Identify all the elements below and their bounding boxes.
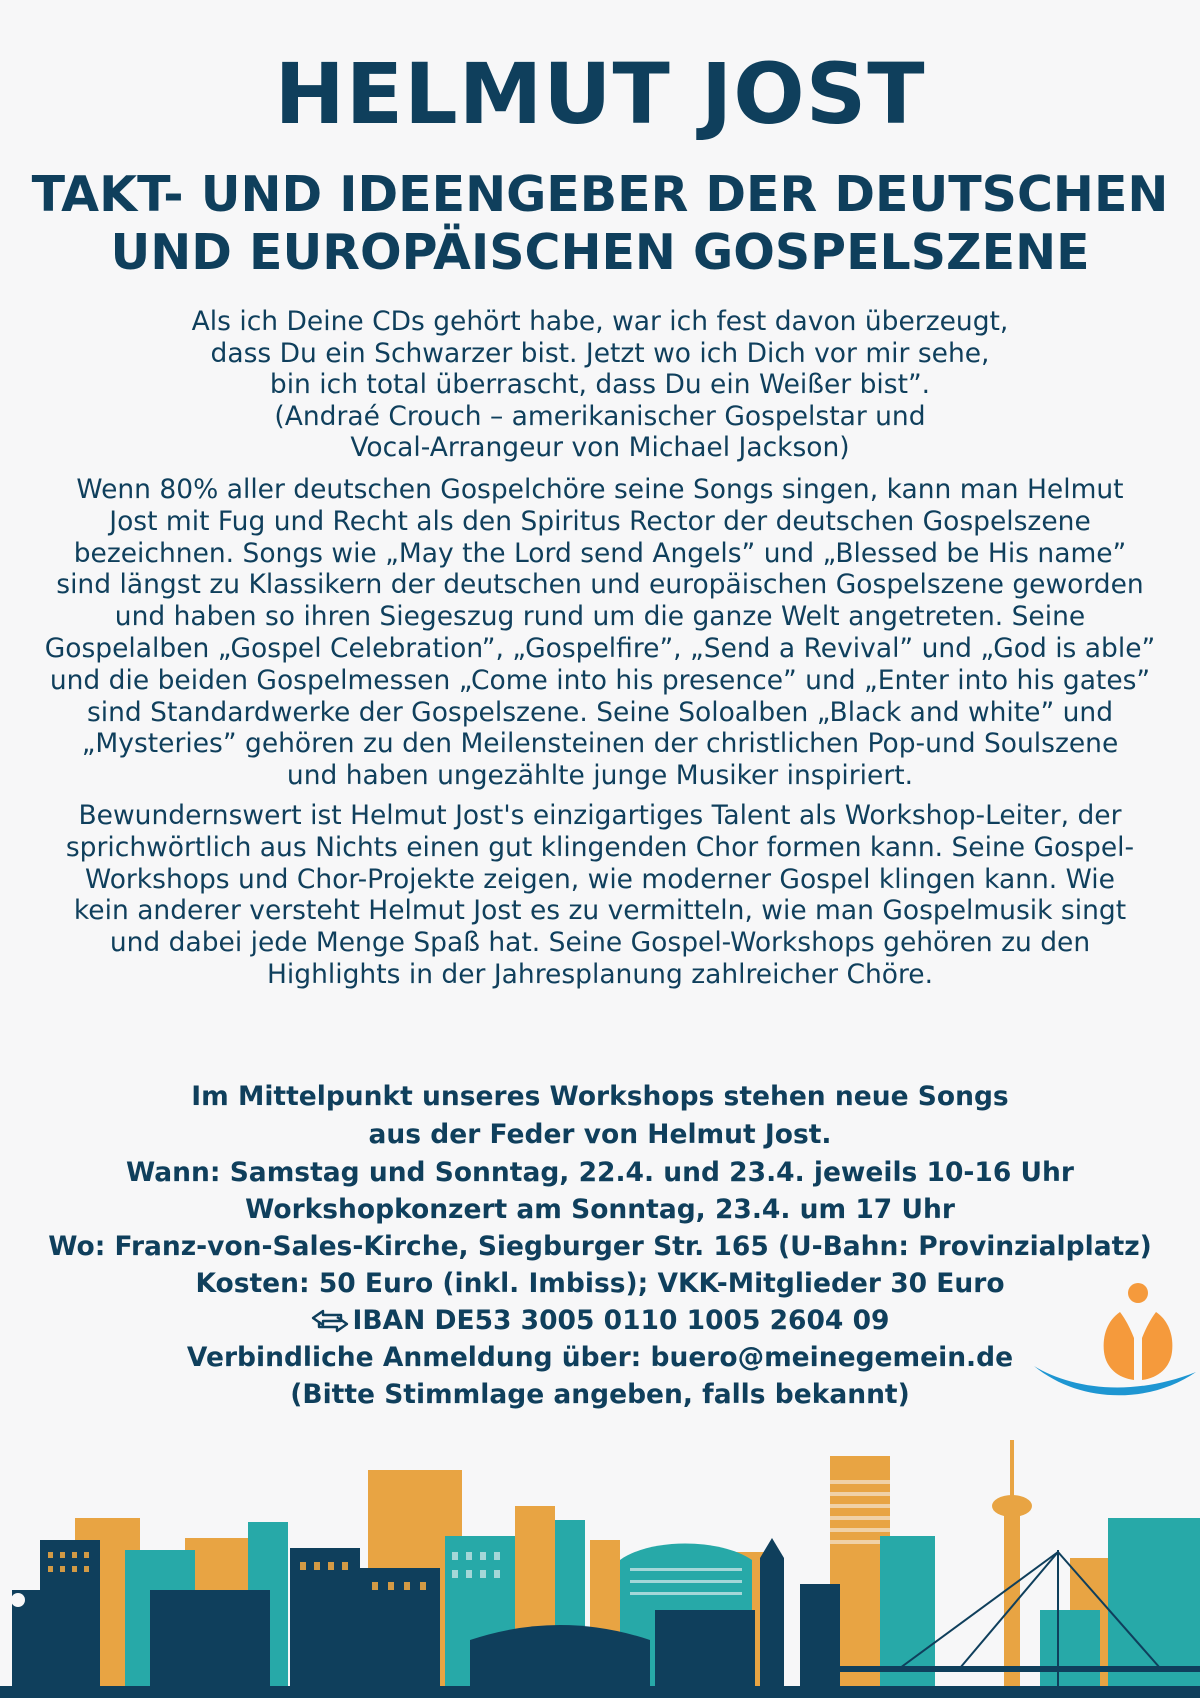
info-iban-row <box>40 1302 1160 1339</box>
paragraph-line: sprichwörtlich aus Nichts einen gut klingenden Chor formen kann. Seine Gospel- <box>65 831 1135 863</box>
subtitle-line-2: UND EUROPÄISCHEN GOSPELSZENE <box>110 224 1090 281</box>
subtitle <box>20 166 1180 282</box>
info-cost: Kosten: 50 Euro (inkl. Imbiss); VKK-Mitglieder 30 Euro <box>195 1268 1005 1299</box>
page-title: HELMUT JOST <box>274 45 926 143</box>
quote-line: dass Du ein Schwarzer bist. Jetzt wo ich Dich vor mir sehe, <box>210 337 990 369</box>
paragraph-line: kein anderer versteht Helmut Jost es zu vermitteln, wie man Gospelmusik singt <box>73 895 1127 927</box>
double-arrow-icon <box>311 1309 349 1333</box>
paragraph-line: und die beiden Gospelmessen „Come into his presence” und „Enter into his gates” <box>49 664 1151 696</box>
paragraph-line: und haben so ihren Siegeszug rund um die ganze Welt angetreten. Seine <box>114 601 1086 633</box>
info-iban: IBAN DE53 3005 0110 1005 2604 09 <box>352 1305 890 1336</box>
paragraph-line: Jost mit Fug und Recht als den Spiritus Rector der deutschen Gospelszene <box>109 505 1091 537</box>
info-when: Wann: Samstag und Sonntag, 22.4. und 23.4. jeweils 10-16 Uhr <box>126 1157 1074 1188</box>
paragraph-line: und dabei jede Menge Spaß hat. Seine Gospel-Workshops gehören zu den <box>109 927 1091 959</box>
info-concert: Workshopkonzert am Sonntag, 23.4. um 17 Uhr <box>245 1194 955 1225</box>
paragraph-line: und haben ungezählte junge Musiker inspiriert. <box>286 760 914 792</box>
quote-block <box>100 306 1100 464</box>
workshop-info <box>40 1078 1160 1413</box>
quote-line: Vocal-Arrangeur von Michael Jackson) <box>350 432 850 463</box>
paragraph-line: Highlights in der Jahresplanung zahlreicher Chöre. <box>266 958 934 990</box>
quote-line: bin ich total überrascht, dass Du ein Weißer bist”. <box>269 369 931 400</box>
paragraph-workshop <box>28 800 1172 991</box>
info-intro-line-1: Im Mittelpunkt unseres Workshops stehen neue Songs <box>191 1081 1009 1112</box>
info-intro-line-2: aus der Feder von Helmut Jost. <box>368 1119 832 1150</box>
info-registration: Verbindliche Anmeldung über: buero@meinegemein.de <box>186 1342 1014 1373</box>
subtitle-line-1: TAKT- UND IDEENGEBER DER DEUTSCHEN <box>31 166 1169 223</box>
info-note: (Bitte Stimmlage angeben, falls bekannt) <box>290 1379 910 1410</box>
paragraph-line: Wenn 80% aller deutschen Gospelchöre seine Songs singen, kann man Helmut <box>76 474 1124 505</box>
quote-line: (Andraé Crouch – amerikanischer Gospelstar und <box>274 400 926 432</box>
paragraph-line: „Mysteries” gehören zu den Meilensteinen der christlichen Pop-und Soulszene <box>81 728 1119 760</box>
paragraph-intro <box>28 474 1172 792</box>
info-where: Wo: Franz-von-Sales-Kirche, Siegburger Str. 165 (U-Bahn: Provinzialplatz) <box>48 1231 1152 1262</box>
paragraph-line: Bewundernswert ist Helmut Jost's einzigartiges Talent als Workshop-Leiter, der <box>78 800 1122 831</box>
city-skyline-illustration <box>0 1440 1200 1698</box>
paragraph-line: bezeichnen. Songs wie „May the Lord send Angels” und „Blessed be His name” <box>73 537 1127 569</box>
community-logo <box>1030 1280 1200 1410</box>
quote-line: Als ich Deine CDs gehört habe, war ich fest davon überzeugt, <box>191 306 1009 337</box>
paragraph-line: sind Standardwerke der Gospelszene. Seine Soloalben „Black and white” und <box>86 696 1114 728</box>
paragraph-line: sind längst zu Klassikern der deutschen und europäischen Gospelszene geworden <box>56 569 1144 601</box>
paragraph-line: Gospelalben „Gospel Celebration”, „Gospelfire”, „Send a Revival” und „God is able” <box>44 632 1156 664</box>
paragraph-line: Workshops und Chor-Projekte zeigen, wie moderner Gospel klingen kann. Wie <box>85 863 1115 895</box>
